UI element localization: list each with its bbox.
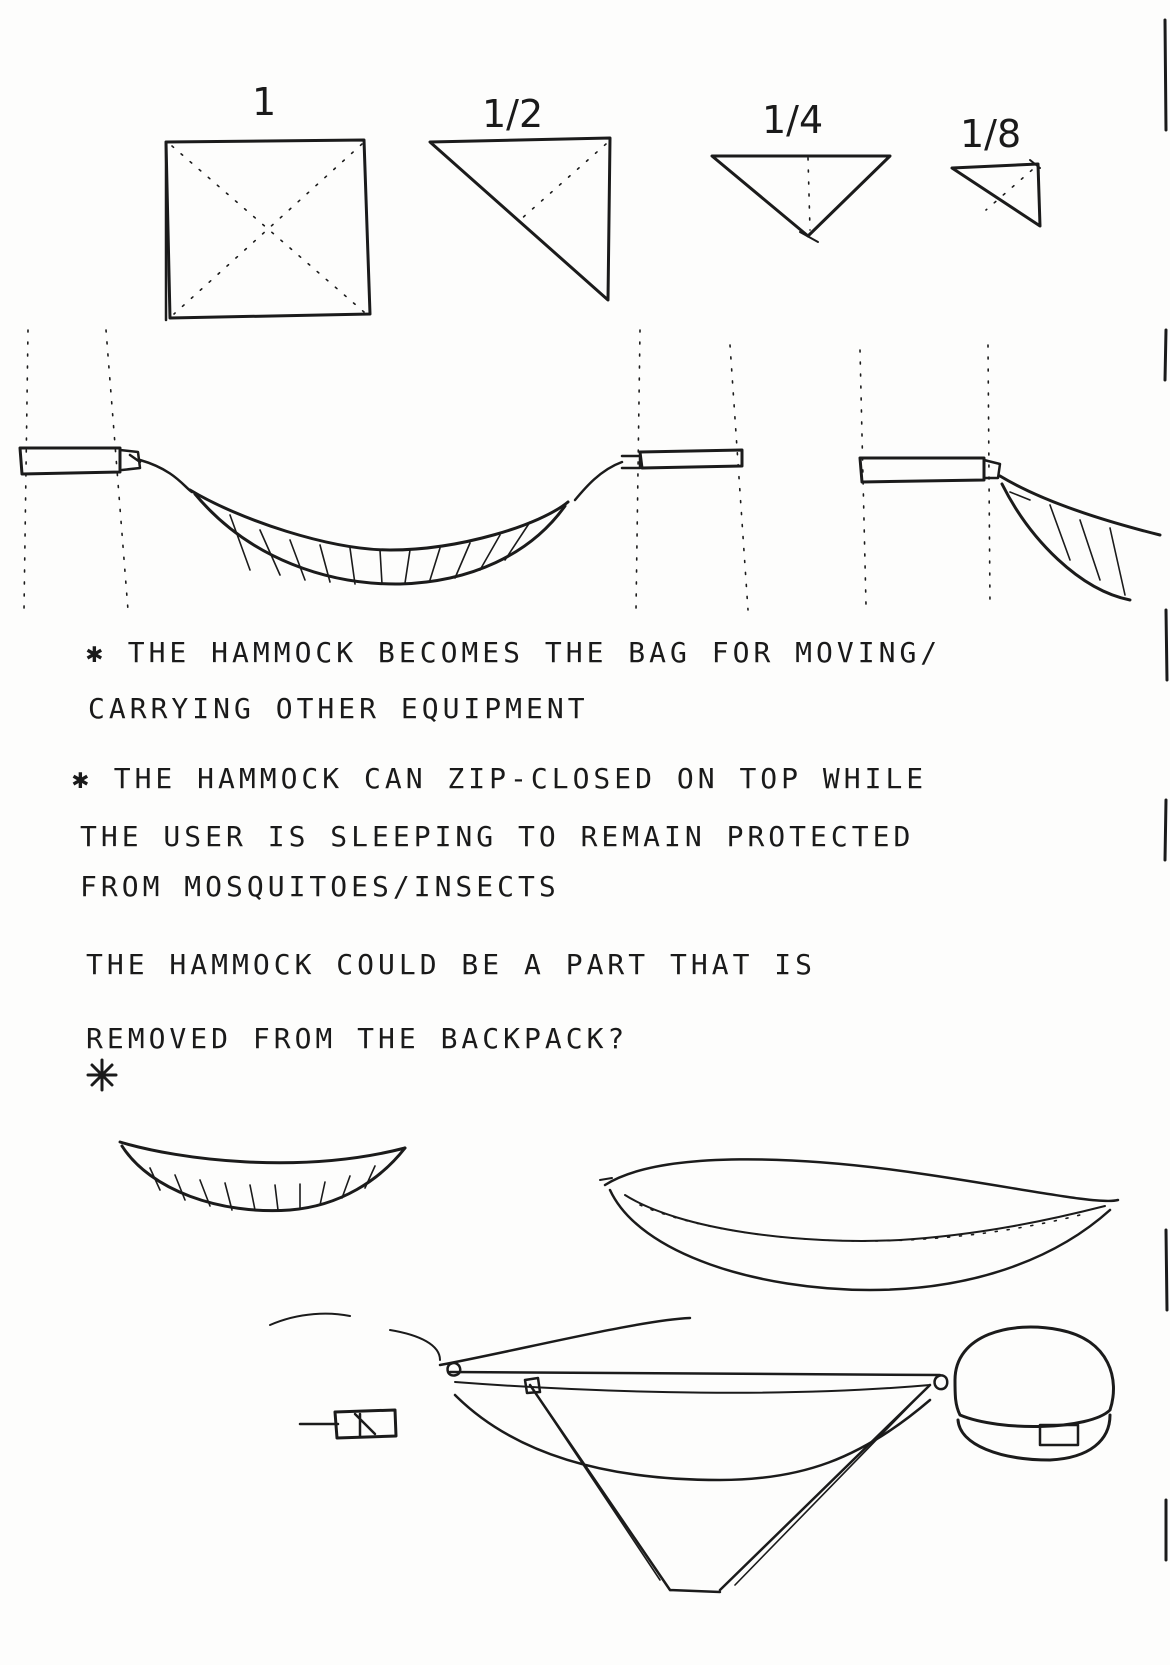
label-quarter: 1/4 [762, 98, 824, 142]
label-eighth: 1/8 [960, 112, 1022, 156]
label-full: 1 [252, 80, 277, 124]
note-2-line-3: FROM MOSQUITOES/INSECTS [80, 870, 560, 903]
note-2-line-2: THE USER IS SLEEPING TO REMAIN PROTECTED [80, 820, 915, 853]
note-1-line-2: CARRYING OTHER EQUIPMENT [88, 692, 589, 725]
folded-square-icon [166, 140, 370, 320]
note-3-line-1: THE HAMMOCK COULD BE A PART THAT IS [86, 948, 817, 981]
hammock-between-trees-icon [20, 330, 1160, 610]
note-1-line-1: ✱ THE HAMMOCK BECOMES THE BAG FOR MOVING/ [86, 636, 942, 669]
folded-half-icon [430, 138, 610, 300]
hammock-backpack-icon [270, 1314, 1113, 1592]
hammock-bag-icon [600, 1159, 1118, 1290]
folded-quarter-icon [712, 156, 890, 242]
buckle-icon [300, 1410, 396, 1438]
hammock-curve-icon [120, 1142, 405, 1211]
note-3-line-2: REMOVED FROM THE BACKPACK? [86, 1022, 629, 1055]
note-2-line-1: ✱ THE HAMMOCK CAN ZIP-CLOSED ON TOP WHILE [72, 762, 928, 795]
label-half: 1/2 [482, 92, 544, 136]
page-edge-marks [1165, 20, 1167, 1560]
folded-eighth-icon [952, 160, 1040, 226]
